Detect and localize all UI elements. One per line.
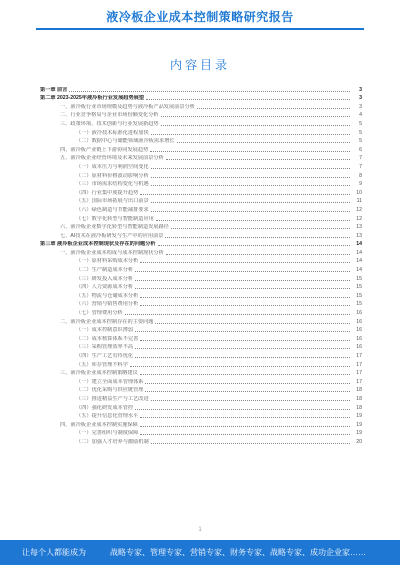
toc-entry-title: （二）加强人才培养与激励机制: [76, 438, 149, 445]
toc-entry[interactable]: [40, 290, 362, 299]
toc-entry[interactable]: [40, 93, 362, 102]
toc-entry-page: 3: [359, 86, 362, 93]
toc-entry[interactable]: [40, 213, 362, 222]
toc-entry-page: 15: [356, 275, 362, 282]
toc-entry-title: （四）人力资源成本分析: [76, 284, 134, 291]
toc-entry[interactable]: [40, 110, 362, 119]
toc-entry[interactable]: [40, 333, 362, 342]
toc-leader-dots: [135, 288, 350, 289]
toc-entry[interactable]: [40, 247, 362, 256]
toc-entry-page: 7: [359, 155, 362, 162]
toc-entry-page: 13: [356, 224, 362, 231]
toc-entry[interactable]: [40, 127, 362, 136]
toc-entry-title: 三、液冷板企业成本控制策略建议: [60, 370, 138, 377]
toc-entry-title: （五）物流与仓储成本分析: [76, 292, 139, 299]
toc-entry[interactable]: [40, 368, 362, 377]
toc-entry-title: （六）绿色制造与节能减排要求: [76, 206, 149, 213]
toc-leader-dots: [135, 271, 350, 272]
toc-entry-page: 16: [356, 318, 362, 325]
toc-entry-page: 15: [356, 292, 362, 299]
toc-entry[interactable]: [40, 428, 362, 437]
toc-entry-title: （二）原材料价格波动影响分析: [76, 172, 149, 179]
toc-entry-title: 第三章 液冷板企业成本控制现状及存在的问题分析: [40, 241, 156, 248]
toc-entry[interactable]: [40, 393, 362, 402]
report-title: 液冷板企业成本控制策略研究报告: [106, 10, 294, 24]
toc-leader-dots: [171, 228, 350, 229]
toc-entry-page: 17: [356, 378, 362, 385]
toc-entry[interactable]: [40, 299, 362, 308]
toc-leader-dots: [151, 134, 350, 135]
toc-leader-dots: [158, 245, 350, 246]
toc-leader-dots: [69, 91, 350, 92]
toc-entry-title: 一、液冷板行业市场规模及趋势与液冷板产品发展前景分析: [60, 103, 195, 110]
toc-entry-page: 9: [359, 181, 362, 188]
toc-entry[interactable]: [40, 316, 362, 325]
toc-entry[interactable]: [40, 170, 362, 179]
toc-entry-page: 14: [356, 249, 362, 256]
toc-entry-page: 18: [356, 404, 362, 411]
toc-leader-dots: [161, 125, 350, 126]
toc-entry[interactable]: [40, 256, 362, 265]
toc-entry-page: 19: [356, 430, 362, 437]
toc-entry-page: 5: [359, 129, 362, 136]
toc-leader-dots: [151, 185, 350, 186]
top-banner: [0, 0, 400, 34]
toc-entry-page: 16: [356, 344, 362, 351]
toc-leader-dots: [140, 417, 350, 418]
toc-entry[interactable]: [40, 342, 362, 351]
toc-leader-dots: [145, 391, 350, 392]
toc-entry-title: （三）市场需求结构变化与机遇: [76, 181, 149, 188]
toc-entry-page: 16: [356, 310, 362, 317]
toc-entry-title: （三）采购管理效率不高: [76, 344, 134, 351]
toc-entry-title: 三、政策环境、技术创新与行业发展新趋势: [60, 120, 159, 127]
toc-entry-title: （一）成本压力与利润空间变化: [76, 163, 149, 170]
toc-entry-page: 10: [356, 189, 362, 196]
toc-entry[interactable]: [40, 144, 362, 153]
toc-entry-page: 19: [356, 413, 362, 420]
toc-leader-dots: [165, 237, 350, 238]
toc-entry-page: 6: [359, 146, 362, 153]
toc-entry[interactable]: [40, 264, 362, 273]
toc-entry[interactable]: [40, 187, 362, 196]
toc-leader-dots: [151, 211, 350, 212]
toc-entry[interactable]: [40, 179, 362, 188]
toc-entry[interactable]: [40, 419, 362, 428]
toc-entry-page: 5: [359, 120, 362, 127]
toc-entry-title: （二）生产制造成本分析: [76, 267, 134, 274]
page-number: 1: [198, 527, 202, 533]
toc-entry-page: 17: [356, 370, 362, 377]
toc-entry[interactable]: [40, 222, 362, 231]
toc-leader-dots: [140, 374, 350, 375]
toc-entry-title: 五、液冷板企业经营环境及未来发展前景分析: [60, 155, 164, 162]
toc-leader-dots: [197, 108, 350, 109]
toc-leader-dots: [150, 151, 350, 152]
toc-entry-page: 13: [356, 232, 362, 239]
toc-entry-page: 4: [359, 112, 362, 119]
toc-leader-dots: [135, 348, 350, 349]
toc-entry-title: （三）研发投入成本分析: [76, 275, 134, 282]
toc-entry[interactable]: [40, 84, 362, 93]
toc-entry-title: （一）成本控制意识薄弱: [76, 327, 134, 334]
toc-entry[interactable]: [40, 359, 362, 368]
toc-leader-dots: [140, 194, 350, 195]
toc-entry-page: 12: [356, 215, 362, 222]
toc-leader-dots: [125, 314, 350, 315]
toc-leader-dots: [140, 434, 350, 435]
toc-entry-page: 12: [356, 206, 362, 213]
toc-leader-dots: [140, 262, 350, 263]
toc-entry-title: （一）建立全面成本管理体系: [76, 378, 144, 385]
toc-entry-title: （二）优化采购与供应链管理: [76, 387, 144, 394]
toc-entry-page: 11: [356, 198, 362, 205]
toc-entry-page: 8: [359, 172, 362, 179]
toc-leader-dots: [135, 409, 350, 410]
toc-leader-dots: [135, 357, 350, 358]
toc-entry-page: 18: [356, 387, 362, 394]
toc-entry-page: 5: [359, 138, 362, 145]
toc-entry-page: 19: [356, 421, 362, 428]
toc-entry[interactable]: [40, 385, 362, 394]
toc-entry-page: 16: [356, 335, 362, 342]
toc-leader-dots: [140, 305, 350, 306]
toc-entry[interactable]: [40, 136, 362, 145]
toc-entry-title: （二）数据中心与储能领域液冷板需求增长: [76, 138, 175, 145]
toc-entry-title: （四）行业集中度提升趋势: [76, 189, 139, 196]
toc-leader-dots: [166, 254, 350, 255]
toc-entry-page: 18: [356, 395, 362, 402]
toc-entry-page: 17: [356, 353, 362, 359]
toc-entry[interactable]: [40, 350, 362, 359]
toc-entry-page: 16: [356, 327, 362, 334]
toc-leader-dots: [140, 340, 350, 341]
toc-leader-dots: [156, 220, 350, 221]
toc-entry-page: 14: [356, 267, 362, 274]
table-of-contents: [40, 84, 362, 445]
toc-heading: 内容目录: [169, 58, 230, 72]
toc-leader-dots: [155, 323, 350, 324]
toc-entry-page: 15: [356, 284, 362, 291]
toc-leader-dots: [140, 297, 350, 298]
toc-leader-dots: [140, 426, 350, 427]
toc-entry-title: （五）提升信息化管理水平: [76, 413, 139, 420]
toc-entry-page: 3: [359, 103, 362, 110]
toc-entry-title: 二、行业竞争格局与企业市场份额变化分析: [60, 112, 159, 119]
toc-entry-title: （一）完善组织与制度保障: [76, 430, 139, 437]
toc-entry-title: 四、液冷板企业成本控制实施保障: [60, 421, 138, 428]
toc-entry-page: 14: [356, 258, 362, 265]
toc-entry[interactable]: [40, 376, 362, 385]
footer-tagline: 战略专家、管理专家、营销专家、财务专家、战略专家、成功企业家……: [110, 548, 366, 557]
toc-entry[interactable]: [40, 307, 362, 316]
toc-leader-dots: [161, 116, 350, 117]
toc-entry-title: （四）生产工艺有待优化: [76, 353, 134, 359]
toc-entry-title: （五）库存管理不科学: [76, 361, 128, 368]
toc-leader-dots: [166, 159, 350, 160]
toc-entry-page: 17: [356, 361, 362, 368]
toc-entry-title: 四、液冷板产业链上下游协同发展趋势: [60, 146, 149, 153]
toc-entry-title: 第二章 2023-2025年液冷板行业发展趋势展望: [40, 95, 145, 102]
toc-leader-dots: [151, 400, 350, 401]
toc-entry-page: 20: [356, 438, 362, 445]
toc-leader-dots: [151, 443, 350, 444]
toc-entry-title: （三）推进精益生产与工艺改进: [76, 395, 149, 402]
toc-entry[interactable]: [40, 161, 362, 170]
toc-entry-title: 一、液冷板企业成本构成与成本控制现状分析: [60, 249, 164, 256]
toc-entry-title: （二）成本核算体系不完善: [76, 335, 139, 342]
toc-entry-title: 七、AI技术在液冷板研发与生产中的应用前景: [60, 232, 164, 239]
header-divider: [36, 28, 364, 30]
toc-entry-page: 3: [359, 95, 362, 102]
toc-entry[interactable]: [40, 282, 362, 291]
toc-entry[interactable]: [40, 325, 362, 334]
toc-leader-dots: [151, 177, 350, 178]
toc-entry-title: 第一章 前言: [40, 86, 68, 93]
toc-entry[interactable]: [40, 411, 362, 420]
toc-entry-title: 六、液冷板企业数字化转型与智能制造发展路径: [60, 224, 169, 231]
toc-entry[interactable]: [40, 153, 362, 162]
toc-entry[interactable]: [40, 239, 362, 248]
footer-bar: [0, 540, 400, 565]
toc-entry-title: （五）国际市场拓展与出口前景: [76, 198, 149, 205]
toc-entry[interactable]: [40, 436, 362, 445]
toc-leader-dots: [135, 280, 350, 281]
toc-entry-title: （七）管理费用分析: [76, 310, 123, 317]
toc-leader-dots: [151, 202, 350, 203]
toc-entry[interactable]: [40, 402, 362, 411]
toc-entry[interactable]: [40, 196, 362, 205]
toc-leader-dots: [135, 331, 350, 332]
toc-entry-title: （四）强化研发成本管控: [76, 404, 134, 411]
toc-entry-title: （六）营销与销售费用分析: [76, 301, 139, 308]
toc-entry[interactable]: [40, 273, 362, 282]
toc-entry[interactable]: [40, 118, 362, 127]
toc-entry-title: 二、液冷板企业成本控制存在的主要问题: [60, 318, 154, 325]
toc-entry-title: （一）液冷技术标准化进程加快: [76, 129, 149, 136]
footer-slogan: 让每个人都能成为: [22, 548, 86, 557]
toc-entry[interactable]: [40, 101, 362, 110]
toc-entry-page: 14: [356, 241, 362, 248]
toc-entry-page: 7: [359, 163, 362, 170]
toc-leader-dots: [177, 142, 350, 143]
toc-entry[interactable]: [40, 204, 362, 213]
toc-entry-title: （一）原材料采购成本分析: [76, 258, 139, 265]
toc-entry-page: 15: [356, 301, 362, 308]
toc-leader-dots: [145, 383, 350, 384]
toc-entry[interactable]: [40, 230, 362, 239]
toc-entry-title: （七）数字化转型与智能制造应用: [76, 215, 154, 222]
toc-leader-dots: [151, 168, 350, 169]
toc-leader-dots: [130, 366, 350, 367]
toc-leader-dots: [146, 99, 350, 100]
